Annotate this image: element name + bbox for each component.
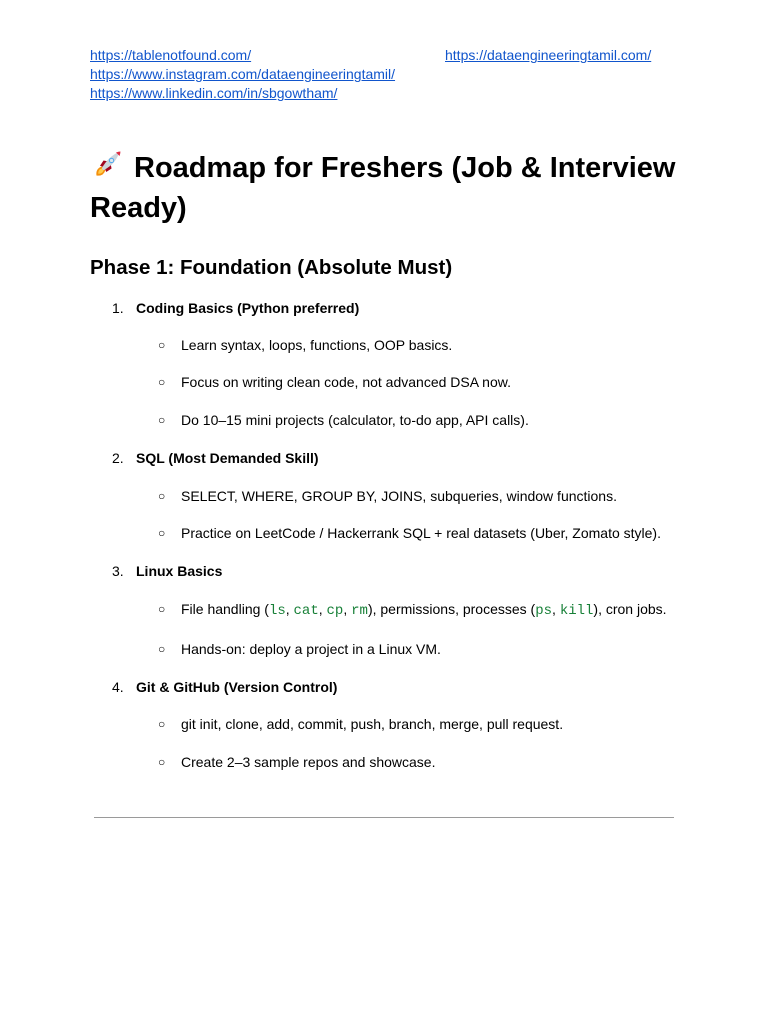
bullet-marker: ○ (158, 526, 166, 540)
list-item: SELECT, WHERE, GROUP BY, JOINS, subqueries, window functions. (181, 488, 617, 504)
link-linkedin[interactable]: https://www.linkedin.com/in/sbgowtham/ (90, 85, 338, 101)
list-item: git init, clone, add, commit, push, branch, merge, pull request. (181, 716, 564, 732)
list-item: Do 10–15 mini projects (calculator, to-do app, API calls). (181, 412, 529, 428)
section-number: 2. (112, 450, 124, 466)
code-rm: rm (351, 603, 368, 619)
section-number: 1. (112, 300, 124, 316)
bullet-marker: ○ (158, 717, 166, 731)
list-item: Create 2–3 sample repos and showcase. (181, 754, 436, 770)
list-item: Practice on LeetCode / Hackerrank SQL + real datasets (Uber, Zomato style). (181, 525, 661, 541)
section-number: 3. (112, 563, 124, 579)
rocket-icon (90, 148, 126, 180)
list-item: Learn syntax, loops, functions, OOP basics. (181, 337, 453, 353)
code-ls: ls (268, 603, 286, 619)
link-tablenotfound[interactable]: https://tablenotfound.com/ (90, 47, 252, 63)
bullet-marker: ○ (158, 413, 166, 427)
section-heading-sql: SQL (Most Demanded Skill) (136, 450, 319, 466)
bullet-marker: ○ (158, 375, 166, 389)
code-cp: cp (326, 603, 344, 619)
title-text: Roadmap for Freshers (Job & Interview Ready) (90, 152, 676, 224)
bullet-marker: ○ (158, 489, 166, 503)
bullet-marker: ○ (158, 602, 166, 616)
phase-heading: Phase 1: Foundation (Absolute Must) (90, 256, 453, 279)
list-item: Hands-on: deploy a project in a Linux VM. (181, 641, 441, 657)
section-heading-linux: Linux Basics (136, 563, 223, 579)
section-heading-git: Git & GitHub (Version Control) (136, 679, 338, 695)
bullet-marker: ○ (158, 755, 166, 769)
section-number: 4. (112, 679, 124, 695)
list-item: Focus on writing clean code, not advanced DSA now. (181, 374, 511, 390)
horizontal-divider (94, 817, 674, 818)
code-ps: ps (535, 603, 553, 619)
code-cat: cat (293, 603, 319, 619)
code-kill: kill (559, 603, 594, 619)
list-item-linux-file-handling: File handling (ls, cat, cp, rm), permissions, processes (ps, kill), cron jobs. (181, 601, 667, 619)
bullet-marker: ○ (158, 642, 166, 656)
link-instagram[interactable]: https://www.instagram.com/dataengineeringtamil/ (90, 66, 396, 82)
page-title (90, 148, 700, 228)
link-dataengineeringtamil[interactable]: https://dataengineeringtamil.com/ (445, 47, 652, 63)
section-heading-coding: Coding Basics (Python preferred) (136, 300, 360, 316)
bullet-marker: ○ (158, 338, 166, 352)
